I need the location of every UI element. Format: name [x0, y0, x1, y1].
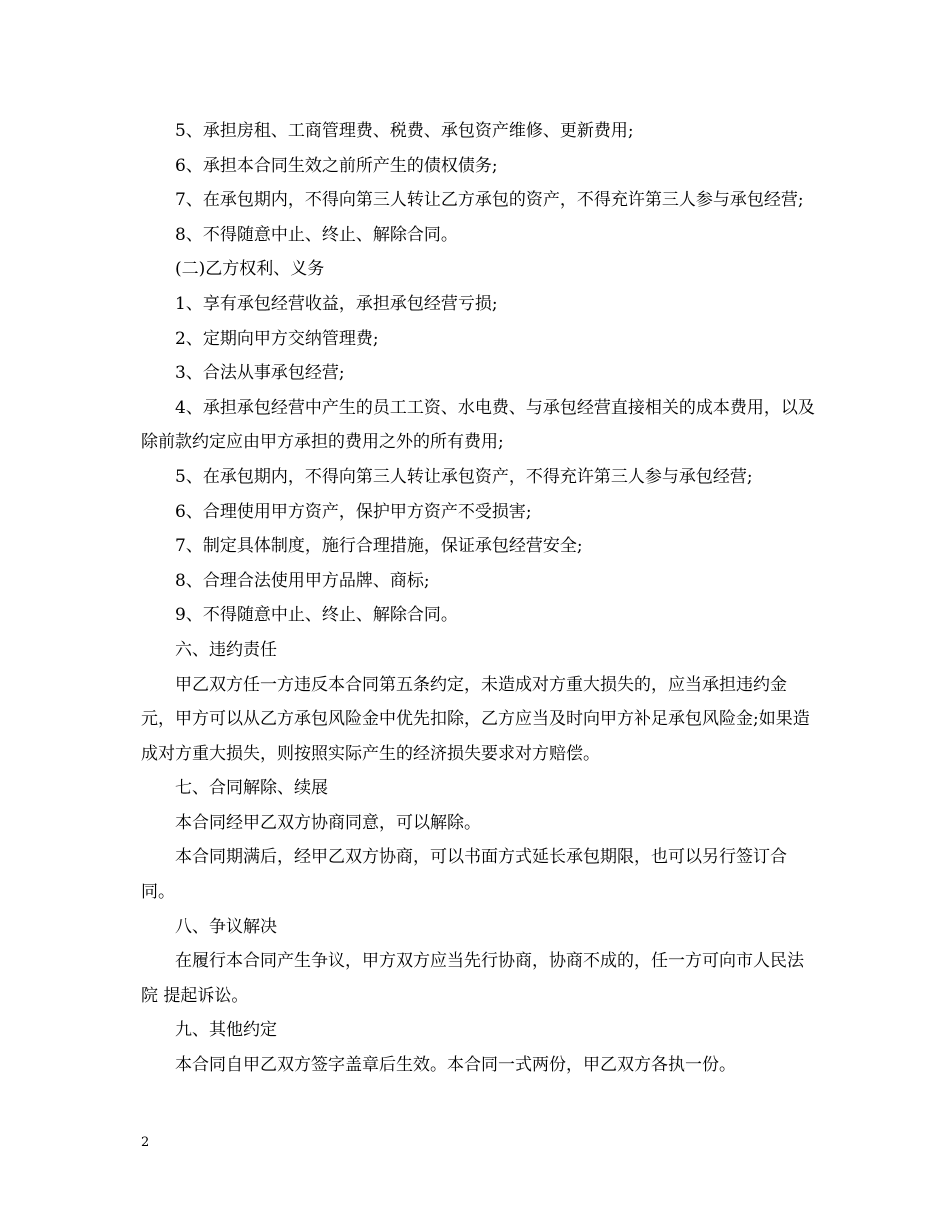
paragraph-dispute-resolution: 在履行本合同产生争议，甲方双方应当先行协商，协商不成的，任一方可向市人民法院 提起诉讼。 [141, 951, 804, 1006]
heading-dispute-resolution: 八、争议解决 [175, 916, 277, 937]
paragraph-renewal: 本合同期满后，经甲乙双方协商，可以书面方式延长承包期限，也可以另行签订合同。 [141, 847, 787, 903]
paragraph-lessor-duty-8: 8、不得随意中止、终止、解除合同。 [175, 224, 458, 245]
paragraph-lessor-duty-6: 6、承担本合同生效之前所产生的债权债务; [175, 155, 498, 176]
paragraph-party-b-duty-7: 7、制定具体制度，施行合理措施，保证承包经营安全; [175, 536, 583, 557]
paragraph-termination: 本合同经甲乙双方协商同意，可以解除。 [175, 812, 481, 833]
page-number: 2 [141, 1135, 150, 1150]
paragraph-party-b-duty-4: 4、承担承包经营中产生的员工工资、水电费、与承包经营直接相关的成本费用，以及除前款约定应由甲方承担的费用之外的所有费用; [141, 397, 815, 453]
paragraph-party-b-duty-6: 6、合理使用甲方资产，保护甲方资产不受损害; [175, 501, 532, 522]
paragraph-party-b-duty-5: 5、在承包期内，不得向第三人转让承包资产，不得充许第三人参与承包经营; [175, 466, 753, 487]
heading-breach-liability: 六、违约责任 [175, 639, 277, 660]
paragraph-party-b-duty-8: 8、合理合法使用甲方品牌、商标; [175, 570, 430, 591]
paragraph-party-b-duty-1: 1、享有承包经营收益，承担承包经营亏损; [175, 293, 498, 314]
paragraph-breach-liability: 甲乙双方任一方违反本合同第五条约定，未造成对方重大损失的，应当承担违约金 元，甲方可以从乙方承包风险金中优先扣除，乙方应当及时向甲方补足承包风险金;如果造成对方重大损失，则按照实际产生的经济损失要求对方赔偿。 [141, 674, 810, 764]
document-body [141, 114, 816, 1083]
heading-termination-renewal: 七、合同解除、续展 [175, 778, 328, 799]
paragraph-party-b-duty-3: 3、合法从事承包经营; [175, 363, 345, 384]
paragraph-party-b-duty-9: 9、不得随意中止、终止、解除合同。 [175, 605, 458, 626]
paragraph-party-b-duty-2: 2、定期向甲方交纳管理费; [175, 328, 379, 349]
paragraph-lessor-duty-7: 7、在承包期内，不得向第三人转让乙方承包的资产，不得充许第三人参与承包经营; [175, 190, 804, 211]
paragraph-lessor-duty-5: 5、承担房租、工商管理费、税费、承包资产维修、更新费用; [175, 121, 634, 141]
heading-party-b-rights: (二)乙方权利、义务 [175, 259, 325, 280]
heading-other-terms: 九、其他约定 [175, 1020, 277, 1041]
paragraph-other-terms: 本合同自甲乙双方签字盖章后生效。本合同一式两份，甲乙双方各执一份。 [175, 1055, 736, 1076]
